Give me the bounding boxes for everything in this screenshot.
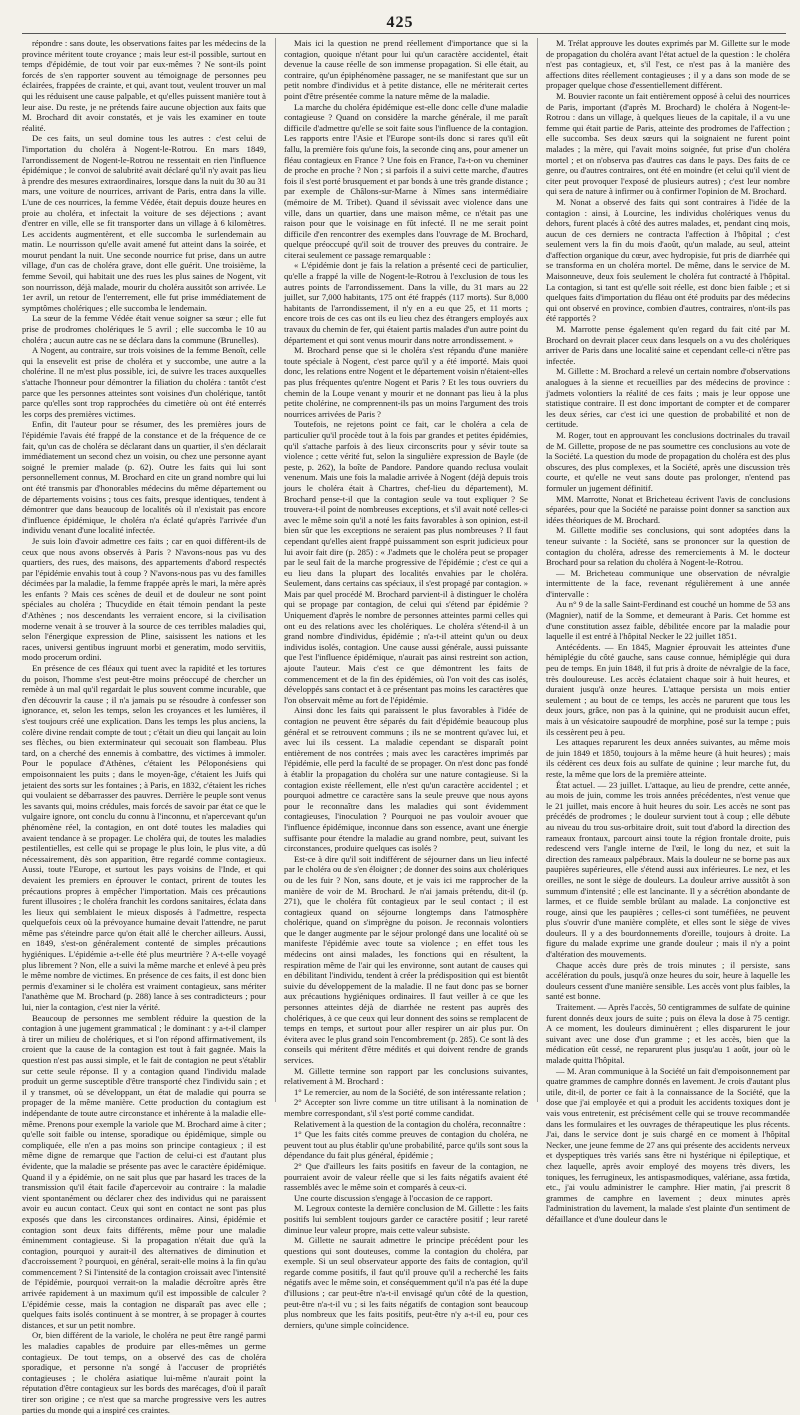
paragraph: M. Bouvier raconte un fait entièrement opposé à celui des nourrices de Paris, important (d'après M. Brochard) le choléra à Nogent-le-Rotrou : dans un village, à quelques lieues de la capitale, il a vu une femme qui était partie de Paris, atteinte des prodromes de l'affection ; elle succomba. Ses deux sœurs qui la soignaient ne furent point malades ; la mère, qui l'avait moins soignée, fut prise d'un choléra mortel ; et on n'observa pas d'autres cas dans le pays. Des faits de ce genre, ou d'autres contraires, ont été en moindre (et celui qu'il vient de citer peut provoquer l'exposé de plusieurs autres) ; c'est leur nombre qui sera de nature à infirmer ou à confirmer l'opinion de M. Brochard. — [546, 90, 790, 197]
paragraph: Beaucoup de personnes me semblent réduire la question de la contagion à une jugement grammatical ; le dominant : y a-t-il clamper à tirer un milieu de cholériques, et si l'on répond affirmativement, ils croient que la cause de la contagion est tout à fait gagnée. Mais la question n'est pas aussi simple, et le fait de contagion ne peut s'établir sur cette seule réponse. Il y a contagion quand l'individu malade produit un germe susceptible d'être transporté chez l'individu sain ; et il y transmet, où se développant, un état de maladie qui pourra se propager de la même manière. Cette production du contagium est indépendante de toute autre circonstance et inhérente à la maladie elle-même. Prenons pour exemple la variole que M. Brochard aime à citer ; qu'elle soit faible ou intense, sporadique ou épidémique, simple ou compliquée, elle n'en a pas moins son principe contagieux ; il est même digne de remarque que l'action de celui-ci est d'autant plus évidente, que la maladie se présente pas avec le caractère épidémique. Quand il y a épidémie, on ne sait plus que par hasard les traces de la transmission qu'il était facile d'apercevoir au contraire : la maladie vient spontanément ou déclarer chez des individus qui ne paraissent avoir eu aucun contact. Ceux qui sont en contact ne sont pas plus exposés que dans les circonstances ordinaires. Ainsi, épidémie et contagion sont deux faits différents, même pour une maladie éminemment contagieuse. Si la propagation n'était due qu'à la contagion, pourquoi y aurait-il des alternatives de diminution et d'accroissement ? pourquoi, en général, serait-elle moins à la fin qu'au commencement ? Si l'intensité de la contagion croissait avec l'intensité de l'épidémie, pourquoi verrait-on la maladie décroître après être arrivée rapidement à un maximum qu'il est impossible de calculer ? L'épidémie cesse, mais la contagion ne disparaît pas avec elle ; quelques faits isolés continuent à se montrer, à se propager à courtes distances, et sur un petit nombre. — [22, 1012, 266, 1330]
paragraph: — M. Aran communique à la Société un fait d'empoisonnement par quatre grammes de camphre donnés en lavement. Je crois d'autant plus utile, dit-il, de porter ce fait à la connaissance de la Société, que la dose que j'ai employée et qui a produit les accidents toxiques dont je vais vous entretenir, est précisément celle qui se trouve recommandée dans les formulaires et les ouvrages de thérapeutique les plus récents. J'ai, dans le service dont je suis chargé en ce moment à l'hôpital Necker, une jeune femme de 27 ans qui présente des accidents nerveux et dyspeptiques très variés sans être ni hystérique ni épileptique, et chez laquelle, après avoir employé des moyens très divers, les toniques, les ferrugineux, les antispasmodiques, valériane, assa fœtida, etc., j'ai voulu administrer le camphre. Hier matin, j'ai prescrit 8 grammes de camphre en lavement ; deux minutes après l'administration du lavement, la malade s'est plainte d'un sentiment de défaillance et d'une douleur dans le — [546, 1065, 790, 1224]
paragraph: Relativement à la question de la contagion du choléra, reconnaître : — [294, 1118, 526, 1129]
paragraph: M. Gillette modifie ses conclusions, qui sont adoptées dans la teneur suivante : la Société, sans se prononcer sur la question de contagion du choléra, adresse des remerciements à M. le docteur Brochard pour sa relation du choléra à Nogent-le-Rotrou. — [546, 525, 790, 568]
paragraph: M. Legroux conteste la dernière conclusion de M. Gillette : les faits positifs lui semblent toujours garder ce caractère positif ; leur rareté diminue leur valeur propre, mais cette valeur subsiste. — [284, 1203, 528, 1235]
paragraph: Ainsi donc les faits qui paraissent le plus favorables à l'idée de contagion ne peuvent être séparés du fait d'épidémie beaucoup plus général et se retrouvent communs ; ils ne se montrent qu'avec lui, et avec lui ils cessent. La maladie cependant se disparaît point entièrement de nos contrées ; mais avec les caractères imprimés par l'épidémie, elle perd la faculté de se propager. On n'est donc pas fondé à établir la propagation du choléra sur une nature contagieuse. Si la contagion existe réellement, elle n'est qu'un caractère accidentel ; et pourquoi admettre ce caractère sans la seule preuve que nous ayons pour le reconnaître dans les maladies qui sont évidemment contagieuses, l'inoculation ? Pourquoi ne pas vouloir avouer que l'influence épidémique, inconnue dans son essence, avant une énergie suffisante pour étendre la maladie au grand nombre, peut, suivant les circonstances, produire quelques cas isolés ? — [284, 705, 528, 854]
paragraph: — M. Bricheteau communique une observation de névralgie intermittente de la face, revenant régulièrement à une année d'intervalle : — [546, 567, 790, 599]
paragraph: M. Brochard pense que si le choléra s'est répandu d'une manière toute spéciale à Nogent, c'est parce qu'il y a été importé. Mais quoi donc, les relations entre Nogent et le département voisin n'étaient-elles pas plus fréquentes qu'entre Nogent et Paris ? Et les tous ouvriers du chemin de la Loupe venant y mourir et ne donnant pas lieu à la plus petite cholérine, ne comprennent-ils pas un moins l'argument des trois nourrices arrivées de Paris ? — [284, 345, 528, 419]
column-1 — [22, 38, 266, 1415]
header-rule — [22, 33, 786, 34]
paragraph: M. Gillette termine son rapport par les conclusions suivantes, relativement à M. Brochard : — [284, 1065, 528, 1087]
text-columns — [22, 38, 790, 1415]
paragraph: M. Gillette ne saurait admettre le principe précédent pour les questions qui sont douteuses, comme la contagion du choléra, par exemple. Si un seul observateur apporte des faits de contagion, qu'il regarde comme positifs, il faut qu'il prouve qu'il a recherché les faits négatifs avec le même soin, et conséquemment qu'il n'a pas été la dupe d'illusions ; car peut-être n'a-t-il envisagé qu'un côté de la question, peut-être n'a-t-il vu ; si les faits négatifs de contagion sont beaucoup plus nombreux que les faits positifs, peut-être n'y a-t-il eu, pour ces derniers, qu'une simple coïncidence. — [284, 1235, 528, 1330]
paragraph: MM. Marrotte, Nonat et Bricheteau écrivent l'avis de conclusions séparées, pour que la Société ne paraisse point donner sa sanction aux idées théoriques de M. Brochard. — [546, 493, 790, 525]
paragraph: Toutefois, ne rejetons point ce fait, car le choléra a cela de particulier qu'il procède tout à la fois par grandes et petites épidémies, qu'il s'attache parfois à des lieux circonscrits pour y sévir toute sa violence ; cette vérité fut, selon la singulière expression de Bayle (de peste, p. 262), la boîte de Pandore. Pandore quando reclusa voulait venenum. Mais une fois la maladie arrivée à Nogent (déjà depuis trois jours le choléra était à Chartres, chef-lieu du département), M. Brochard pense-t-il que la contagion seule va tout expliquer ? Se trouvera-t-il point de nombreuses exceptions, et s'il avait noté celles-ci avec le même soin qu'il a noté les faits favorables à son opinion, est-il bien sûr que les exceptions ne seraient pas plus nombreuses ? Il faut cependant qu'elles aient frappé puissamment son esprit judicieux pour lui avoir fait dire (p. 285) : « J'admets que le choléra peut se propager par le seul fait de la marche progressive de l'épidémie ; c'est ce qui a eu lieu dans la plupart des localités envahies par le choléra. Seulement, dans certains cas spéciaux, il s'est propagé par contagion. » Mais par quel procédé M. Brochard parvient-il à distinguer le choléra qui se propage par contagion, de celui qui s'étend par épidémie ? Uniquement d'après le nombre de personnes atteintes parmi celles qui ont eu des relations avec les cholériques. Le choléra s'étend-il à un grand nombre d'individus, épidémie ; n'a-t-il atteint qu'un ou deux individus isolés, contagion. Une cause aussi générale, aussi puissante que l'est l'influence épidémique, n'aurait pas ainsi restreint son action, ajoute l'auteur. Mais c'est ce que démontrent les faits de commencement et de la fin des épidémies, où l'on voit des cas isolés, développés sans contact et à ce présentant pas moins les caractères que l'on observait même au fort de l'épidémie. — [284, 419, 528, 705]
paragraph: M. Gillette : M. Brochard a relevé un certain nombre d'observations analogues à la sienne et recueillies par des médecins de province : j'admets volontiers la réalité de ces faits ; mais je leur oppose une statistique contraire. Il est donc important de compter et de comparer les deux séries, car c'est ici une question de probabilité et non de certitude. — [546, 366, 790, 430]
paragraph: A Nogent, au contraire, sur trois voisines de la femme Benoît, celle qui la ensevelit est prise de choléra et y succombe, une autre a la cholérine. Il ne m'est plus possible, ici, de suivre les traces auxquelles s'attache l'honneur pour démontrer la filiation du choléra : tantôt c'est parce que les personnes atteintes sont voisines d'un cholérique, tantôt parce qu'elles sont trop rapprochées du cimetière où ont été enterrés les corps des premières victimes. — [22, 345, 266, 419]
paragraph: M. Nonat a observé des faits qui sont contraires à l'idée de la contagion : ainsi, à Lourcine, les individus cholériques venus du dehors, furent placés à côté des autres malades, et, pendant cinq mois, aucun de ces derniers ne contracta l'affection à l'hôpital ; c'est seulement vers la fin du mois d'août, qu'un malade, au seul, atteint d'affection organique du cœur, avec hydropisie, fut pris de diarrhée qui se transforma en un choléra mortel. De même, dans le service de M. Maisonneuve, deux fois seulement le choléra fut contracté à l'hôpital. La contagion, si tant est qu'elle soit réelle, est donc bien faible ; et si quelques faits d'importation du fléau ont été produits par des médecins qui ont observé en province, combien d'autres, contraires, n'ont-ils pas été rapportés ? — [546, 196, 790, 324]
paragraph: « L'épidémie dont je fais la relation a présenté ceci de particulier, qu'elle a frappé la ville de Nogent-le-Rotrou à l'exclusion de tous les autres points de l'arrondissement. Dans la ville, du 31 mars au 22 juillet, sur 7,000 habitants, 175 ont été frappés (117 morts). Sur 8,000 habitants de l'arrondissement, il n'y en a eu que 25, et 11 morts ; encore trois de ces cas ont ils eu lieu chez des étrangers employés aux travaux du chemin de fer, qui étaient partis malades d'un autre point du département et qui sont venus mourir dans notre arrondissement. » — [284, 260, 528, 345]
paragraph: Traitement. — Après l'accès, 50 centigrammes de sulfate de quinine furent donnés deux jours de suite ; puis on éleva la dose à 75 centigr. A ce moment, les douleurs diminuèrent ; elles disparurent le jour suivant avec une dose d'un gramme ; et les accès, bien que la médication eût cessé, ne reparurent plus jusqu'au 1 août, jour où le malade quitta l'hôpital. — [546, 1002, 790, 1065]
paragraph: 1° Que les faits cités comme preuves de contagion du choléra, ne peuvent tout au plus établir qu'une probabilité, parce qu'ils sont sous la dépendance du fait plus général, épidémie ; — [284, 1129, 528, 1161]
paragraph: M. Marrotte pense également qu'en regard du fait cité par M. Brochard on devrait placer ceux dans lesquels on a vu des cholériques arriver de Paris dans une localité saine et cependant celle-ci n'être pas infectée. — [546, 324, 790, 366]
column-3 — [537, 38, 790, 1224]
paragraph: Est-ce à dire qu'il soit indifférent de séjourner dans un lieu infecté par le choléra ou de s'en éloigner ; de donner des soins aux cholériques ou de les fuir ? Non, sans doute, et je vais ici me rapprocher de la manière de voir de M. Brochard. Je n'ai jamais prétendu, dit-il (p. 271), que le choléra fût contagieux par le seul contact ; il est contagieux quand on séjourne longtemps dans l'atmosphère cholérique, quand on s'imprègne du poison. Je reconnais volontiers que le danger augmente par le séjour prolongé dans une localité où se manifeste l'épidémie avec toute sa violence ; en effet tous les médecins ont ainsi malades, les fonctions qui en résultent, la respiration même de l'air qui les environne, sont autant de causes qui en débilitant l'individu, tendent à créer la prédisposition qui est bientôt suivie du développement de la maladie. Il ne faut donc pas se borner aux précautions hygiéniques ordinaires. Il faut veiller à ce que les personnes atteintes déjà de diarrhée ne restent pas auprès des cholériques, à ce que ceux qui leur donnent des soins se remplacent de temps en temps, et surtout pour aller respirer un air plus pur. On évitera avec le plus grand soin l'encombrement (p. 285). Ce sont là des conseils qui méritent d'être médités et qui doivent rendre de grands services. — [284, 853, 528, 1065]
paragraph: La marche du choléra épidémique est-elle donc celle d'une maladie contagieuse ? Quand on considère la marche générale, il me paraît difficile d'admettre qu'elle se soit faite sous l'influence de la contagion. Les rapports entre l'Asie et l'Europe sont-ils donc si rares qu'il eût fallu, la première fois qu'une fois, la seconde cinq ans, pour amener un fléau contagieux en France ? Une fois en France, l'a-t-on vu cheminer de proche en proche ? Non ; si parfois il a suivi cette marche, d'autres fois il s'est porté brusquement et par bonds à une très grande distance ; par exemple de Châlons-sur-Marne à Nîmes sans intermédiaire (mémoire de M. Tribet). Quand il sévissait avec violence dans une ville, dans un quartier, dans une maison même, ce n'était pas une raison pour que le voisinage en fût infecté. Il ne me serait point difficile d'en rencontrer des exemples dans l'ouvrage de M. Brochard, quelque préoccupé qu'il soit de trouver des preuves du contraire. Je citerai seulement ce passage remarquable : — [284, 101, 528, 260]
column-2 — [275, 38, 528, 1330]
paragraph: M. Roger, tout en approuvant les conclusions doctrinales du travail de M. Gillette, propose de ne pas soumettre ces conclusions au vote de la Société. La question du mode de propagation du choléra est des plus obscures, des plus complexes, et la Société, après une discussion très courte, et qu'elle ne veut sans doute pas prolonger, n'entend pas formuler un jugement définitif. — [546, 429, 790, 493]
paragraph: De ces faits, un seul domine tous les autres : c'est celui de l'importation du choléra à Nogent-le-Rotrou. En mars 1849, l'arrondissement de Nogent-le-Rotrou ne ressentait en rien l'influence épidémique ; le convoi de salubrité avait déclaré qu'il n'y avait pas lieu à prendre des mesures extraordinaires, lorsque dans la nuit du 30 au 31 mars, une voiture de nourrices, arrivant de Paris, entra dans la ville. L'une de ces nourrices, la femme Védée, était depuis douze heures en proie au choléra, et infectait la voiture de ses déjections ; avant d'entrer en ville, elle se fit transporter dans un village à 6 kilomètres. Les accidents augmentèrent, et elle succomba le surlendemain au matin. Le nourrisson qu'elle avait amené fut atteint dans la soirée, et mourut pendant la nuit. Une seconde nourrice fut prise, dans un autre village, d'un cas de choléra grave, dont elle guérit. Une troisième, la femme Sevoil, qui habitait une des rues les plus saines de Nogent, vit son nourrisson, déjà malade, mourir du choléra aussitôt son arrivée. Le 1er avril, un retour de l'enterrement, elle fut prise immédiatement de symptômes cholériques ; elle succomba le lendemain. — [22, 133, 266, 313]
paragraph: Mais ici la question ne prend réellement d'importance que si la contagion, quoique n'étant pour lui qu'un caractère accidentel, était devenue la cause réelle de son immense propagation. Si elle était, au contraire, qu'un épiphénomène passager, ne se manifestant que sur un petit nombre d'individus et à petite distance, elle ne mériterait certes point d'être présentée comme la nature même de la maladie. — [284, 38, 528, 101]
page-number: 425 — [386, 14, 414, 31]
paragraph: Les attaques reparurent les deux années suivantes, au même mois de juin 1849 et 1850, toujours à la même heure (à huit heures) ; mais ils cédèrent ces deux fois au sulfate de quinine ; leur marche fut, du reste, la même que lors de la première atteinte. — [546, 737, 790, 779]
paragraph: Je suis loin d'avoir admettre ces faits ; car en quoi diffèrent-ils de ceux que nous avons observés à Paris ? N'avons-nous pas vu des quartiers, des rues, des maisons, des appartements d'abord respectés par l'épidémie envahis tout à coup ? N'avons-nous pas vu des familles décimées par la maladie, la femme frappée après le mari, la mère après les enfants ? Mais ces scènes de deuil et de douleur ne sont point spéciales au choléra ; Thucydide en était témoin pendant la peste d'Athènes ; nos descendants les verraient encore, si la civilisation moderne venait à se trouver à la source de ces terribles maladies qui, selon l'énergique expression de Pline, saisissent les nations et les races, universi gentibus ingruunt morbi et generatim, modo servitiis, modo procerum ordini. — [22, 535, 266, 663]
paragraph: 2° Accepter son livre comme un titre utilisant à la nomination de membre correspondant, s'il s'est porté comme candidat. — [284, 1097, 528, 1118]
paragraph: Antécédents. — En 1845, Magnier éprouvait les atteintes d'une hémiplégie du côté gauche, sans cause connue, hémiplégie qui dura peu de temps. En juin 1848, il fut pris à droite de névralgie de la face, très douloureuse. Les accès éclataient chaque soir à huit heures, et duraient jusqu'à onze heures. L'attaque persista un mois entier seulement ; au bout de ce temps, les accès ne parurent que tous les deux jours, grâce, non pas à la quinine, qui ne produisit aucun effet, mais à un vésicatoire saupoudré de morphine, posé sur la tempe ; puis ils cessèrent peu à peu. — [546, 641, 790, 737]
paragraph: M. Trélat approuve les doutes exprimés par M. Gillette sur le mode de propagation du choléra avant l'état actuel de la question : le choléra n'est pas contagieux, et, s'il l'est, ce n'est pas à la manière des affections dites réellement contagieuses ; il y a dans son mode de se propager quelque chose d'essentiellement différent. — [546, 38, 790, 91]
paragraph: Or, bien différent de la variole, le choléra ne peut être rangé parmi les maladies capables de produire par elles-mêmes un germe contagieux. De tout temps, on a observé des cas de choléra sporadique, et personne n'a songé à l'accuser de propriétés contagieuses ; le choléra asiatique lui-même n'aurait point la réputation d'être contagieux sur les bords des marécages, d'où il paraît tirer son origine ; ce n'est que sa marche progressive vers les autres parties du monde qui a inspiré ces craintes. — [22, 1330, 266, 1415]
paragraph: 2° Que d'ailleurs les faits positifs en faveur de la contagion, ne pourraient avoir de valeur réelle que si les faits négatifs avaient été rassemblés avec le même soin et comparés à ceux-ci. — [284, 1160, 528, 1193]
paragraph: répondre : sans doute, les observations faites par les médecins de la province méritent toute croyance ; mais leur est-il possible, surtout en temps d'épidémie, de tout voir par eux-mêmes ? Ne sont-ils point forcés de s'en rapporter souvent au témoignage de personnes peu éclairées, frappées de crainte, et qui, avant tout, veulent trouver un mal qui les réduisent une cause palpable, et qu'elles puissent manière tout à leur aise. Du reste, je ne prétends faire aucune objection aux faits que M. Brochard dit avoir constatés, et je vais les examiner en toute réalité. — [22, 38, 266, 133]
paragraph: Une courte discussion s'engage à l'occasion de ce rapport. — [294, 1192, 493, 1203]
paragraph: 1° Le remercier, au nom de la Société, de son intéressante relation ; — [294, 1086, 526, 1097]
paragraph: Chaque accès dure près de trois minutes ; il persiste, sans accélération du pouls, jusqu'à onze heures du soir, heure à laquelle les douleurs cessent d'une manière sensible. Les accès vont plus faibles, la santé est bonne. — [546, 959, 790, 1002]
paragraph: Enfin, dit l'auteur pour se résumer, des les premières jours de l'épidémie l'avais été frappé de la constance et de la fréquence de ce fait, qu'un cas de choléra se déclarant dans un quartier, il s'en déclarait immédiatement un second chez un voisin, ou chez une personne ayant soigné le premier malade (p. 62). Outre les faits qui lui sont personnellement connus, M. Brochard en cite un grand nombre qui lui ont été transmis par d'honorables médecins du même département ou de départements voisins ; tous ces faits, presque identiques, tendent à démontrer que dans beaucoup de localités où il n'existait pas encore d'influence épidémique, le choléra n'a éclaté qu'après l'arrivée d'un individu venant d'une localité infectée. — [22, 419, 266, 536]
paragraph: En présence de ces fléaux qui tuent avec la rapidité et les tortures du poison, l'homme s'est peut-être moins préoccupé de chercher un remède à un mal qu'il regardait le plus souvent comme incurable, que d'en découvrir la cause ; il n'a jamais pu se résoudre à confesser son ignorance, et, selon les temps, selon les croyances et les lumières, il s'est toujours créé une explication. Dans les temps les plus anciens, la colère divine rendait compte de tout ; c'était un dieu qui lançait au loin ses flèches, ou bien exterminateur qui secouait son flambeau. Plus tard, on a cherché des ennemis à combattre, des victimes à immoler. Pour le populace d'Athènes, c'étaient les Péloponésiens qui empoisonnaient les puits ; dans le moyen-âge, c'étaient les Juifs qui jetaient des sorts sur les fontaines ; à Paris, en 1832, c'étaient les riches qui voulaient se débarrasser des pauvres. Derrière le peuple sont venus les savants qui, moins crédules, mais forcés de savoir par état ce que le vulgaire ignore, ont conclu du connu à l'inconnu, et n'apercevant qu'un phénomène réel, la contagion, en ont doté toutes les maladies qui avaient tendance à se propager. Le choléra qui, de toutes les maladies pestilentielles, est celle qui se propage le plus loin, le plus vite, a dû nécessairement, dès son apparition, être regardé comme contagieux. Aussi, toute l'Europe, et surtout les pays voisins de l'Inde, et qui devaient les premiers en éprouver le contact, prirent de toutes les précautions propres à empêcher l'importation. Mais ces précautions furent illusoires ; le choléra franchit les cordons sanitaires, éclata dans les lieux qui semblaient le mieux disposés à l'admettre, respecta quelquefois ceux où la prévoyance humaine devait l'attendre, ne parut même pas s'éteindre parce qu'on était allé le chercher ailleurs. Aussi, en 1849, s'est-on généralement contenté de simples précautions hygiéniques. L'épidémie a-t-elle été plus meurtrière ? A-t-elle voyagé plus librement ? Non, elle a suivi la même marche et enlevé à peu près le même nombre de victimes. En présence de ces faits, il est donc bien permis d'examiner si le choléra est vraiment contagieux, sans mériter l'anathème que M. Brochard (p. 288) lance à ses contradicteurs ; pour lui, nier la contagion, c'est nier la vérité. — [22, 663, 266, 1013]
paragraph: Au n° 9 de la salle Saint-Ferdinand est couché un homme de 53 ans (Magnier), natif de la Somme, et demeurant à Paris. Cet homme est d'une constitution assez faible, débilitée encore par la maladie pour laquelle il est entré à l'hôpital Necker le 22 juillet 1851. — [546, 599, 790, 642]
paragraph: La sœur de la femme Védée était venue soigner sa sœur ; elle fut prise de prodromes cholériques le 5 avril ; elle succomba le 10 au choléra ; aucun autre cas ne se déclara dans la commune (Brunelles). — [22, 313, 266, 345]
paragraph: État actuel. — 23 juillet. L'attaque, au lieu de prendre, cette année, au mois de juin, comme les trois années précédentes, n'est venue que le 21 juillet, mais encore à huit heures du soir. Les accès ne sont pas précédés de prodromes ; le douleur survient tout à coup ; elle débute au niveau du trou sus-orbitaire droit, suit tout d'abord la direction des rameaux frontaux, parcourt ainsi toute la région frontale droite, puis redescend vers l'angle interne de l'œil, le long du nez, et suit la direction des rameaux palpébraux. Mais la douleur ne se borne pas aux paupières supérieures, elle s'étend aussi aux inférieures. Le nez, et les oreilles, ne sont le siège de douleurs. La douleur arrive aussitôt à son summum d'intensité ; elle est lancinante. Il y a sécrétion abondante de larmes, et ce fluide semble brûlant au malade. La conjonctive est rouge, ainsi que les paupières ; celles-ci sont tuméfiées, ne peuvent plus s'ouvrir d'une manière complète, et elles sont le siège de vives douleurs. Il y a des bourdonnements d'oreille, toujours à droite. La figure du malade exprime une grande douleur ; mais il n'y a point d'altération des mouvements. — [546, 779, 790, 960]
